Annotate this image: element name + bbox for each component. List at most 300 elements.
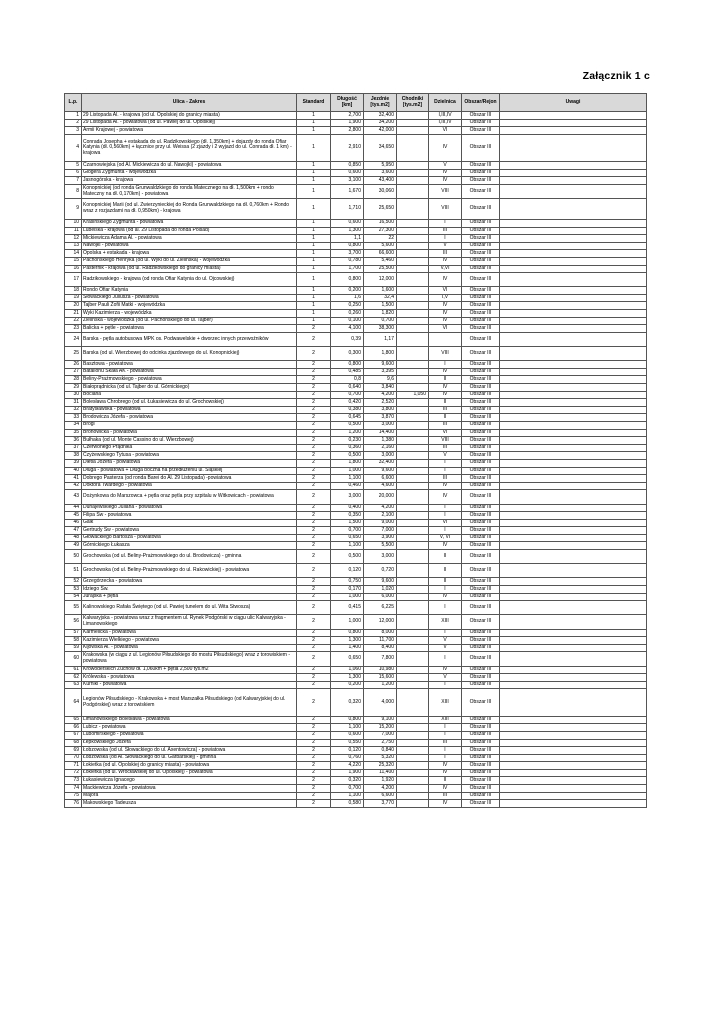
cell-area: Obszar III bbox=[462, 512, 500, 520]
cell-roadway: 6,600 bbox=[364, 792, 397, 800]
cell-lp: 62 bbox=[65, 674, 82, 682]
cell-standard: 1 bbox=[297, 273, 331, 287]
cell-sidewalk bbox=[397, 475, 429, 483]
cell-roadway: 10,980 bbox=[364, 666, 397, 674]
cell-length: 0,360 bbox=[331, 444, 364, 452]
cell-area: Obszar III bbox=[462, 475, 500, 483]
cell-notes bbox=[500, 273, 647, 287]
cell-area: Obszar III bbox=[462, 519, 500, 527]
cell-roadway: 0,720 bbox=[364, 564, 397, 578]
cell-area: Obszar III bbox=[462, 482, 500, 490]
cell-street: Legionów Piłsudskiego - Krakowska + most Marszałka Piłsudskiego (od Kalwaryjskiej do ul. Podgórskiej) wraz z torowiskiem bbox=[82, 689, 297, 716]
cell-standard: 2 bbox=[297, 414, 331, 422]
cell-notes bbox=[500, 512, 647, 520]
cell-street: Majora bbox=[82, 792, 297, 800]
table-row bbox=[65, 265, 647, 273]
cell-standard: 2 bbox=[297, 731, 331, 739]
cell-roadway: 22 bbox=[364, 235, 397, 243]
table-row bbox=[65, 792, 647, 800]
cell-sidewalk bbox=[397, 578, 429, 586]
table-row bbox=[65, 317, 647, 325]
cell-street: Zielińska - wojewódzka (od ul. Pachońskiego do ul. Tajber) bbox=[82, 317, 297, 325]
cell-lp: 33 bbox=[65, 414, 82, 422]
cell-standard: 2 bbox=[297, 644, 331, 652]
table-row bbox=[65, 199, 647, 220]
cell-standard: 2 bbox=[297, 325, 331, 333]
cell-lp: 58 bbox=[65, 637, 82, 645]
cell-district: IV bbox=[429, 490, 462, 504]
cell-standard: 2 bbox=[297, 578, 331, 586]
cell-roadway: 2,160 bbox=[364, 444, 397, 452]
cell-notes bbox=[500, 534, 647, 542]
cell-lp: 2 bbox=[65, 119, 82, 127]
table-row bbox=[65, 586, 647, 594]
cell-street: Gertrudy Św - powiatowa bbox=[82, 527, 297, 535]
cell-sidewalk bbox=[397, 399, 429, 407]
cell-roadway: 15,200 bbox=[364, 724, 397, 732]
cell-area: Obszar III bbox=[462, 792, 500, 800]
cell-notes bbox=[500, 429, 647, 437]
cell-standard: 1 bbox=[297, 134, 331, 161]
cell-street: Brodowicza Józefa - powiatowa bbox=[82, 414, 297, 422]
cell-roadway: 1,020 bbox=[364, 586, 397, 594]
cell-area: Obszar III bbox=[462, 550, 500, 564]
header-area: Obszar/Rejon bbox=[462, 94, 500, 112]
cell-lp: 4 bbox=[65, 134, 82, 161]
cell-area: Obszar III bbox=[462, 674, 500, 682]
cell-district: I bbox=[429, 747, 462, 755]
cell-notes bbox=[500, 666, 647, 674]
cell-length: 0,420 bbox=[331, 399, 364, 407]
table-row bbox=[65, 527, 647, 535]
cell-district: VI bbox=[429, 325, 462, 333]
cell-district: IV bbox=[429, 302, 462, 310]
cell-length: 1,000 bbox=[331, 467, 364, 475]
cell-notes bbox=[500, 644, 647, 652]
cell-area: Obszar III bbox=[462, 689, 500, 716]
table-row bbox=[65, 747, 647, 755]
table-row bbox=[65, 184, 647, 198]
cell-area: Obszar III bbox=[462, 578, 500, 586]
header-roadway: Jezdnie [tys.m2] bbox=[364, 94, 397, 112]
cell-street: Tajber Pauli Zofii Matki - wojewódzka bbox=[82, 302, 297, 310]
cell-standard: 1 bbox=[297, 127, 331, 135]
cell-area: Obszar III bbox=[462, 785, 500, 793]
header-notes: Uwagi bbox=[500, 94, 647, 112]
cell-standard: 2 bbox=[297, 601, 331, 615]
cell-standard: 2 bbox=[297, 762, 331, 770]
cell-roadway: 9,600 bbox=[364, 361, 397, 369]
cell-roadway: 1,17 bbox=[364, 332, 397, 346]
cell-sidewalk bbox=[397, 257, 429, 265]
cell-standard: 2 bbox=[297, 504, 331, 512]
cell-standard: 1 bbox=[297, 162, 331, 170]
table-row bbox=[65, 504, 647, 512]
cell-roadway: 12,000 bbox=[364, 273, 397, 287]
table-row bbox=[65, 785, 647, 793]
cell-area: Obszar III bbox=[462, 527, 500, 535]
cell-lp: 25 bbox=[65, 347, 82, 361]
cell-notes bbox=[500, 119, 647, 127]
cell-area: Obszar III bbox=[462, 265, 500, 273]
table-row bbox=[65, 550, 647, 564]
cell-standard: 2 bbox=[297, 593, 331, 601]
cell-notes bbox=[500, 629, 647, 637]
cell-area: Obszar III bbox=[462, 542, 500, 550]
cell-length: 0,760 bbox=[331, 754, 364, 762]
cell-length: 0,800 bbox=[331, 361, 364, 369]
cell-length: 4,100 bbox=[331, 325, 364, 333]
cell-roadway: 34,650 bbox=[364, 134, 397, 161]
cell-notes bbox=[500, 716, 647, 724]
cell-roadway: 38,300 bbox=[364, 325, 397, 333]
cell-length: 1,100 bbox=[331, 542, 364, 550]
cell-area: Obszar III bbox=[462, 310, 500, 318]
cell-notes bbox=[500, 294, 647, 302]
cell-sidewalk bbox=[397, 593, 429, 601]
cell-district: IV bbox=[429, 310, 462, 318]
cell-area: Obszar III bbox=[462, 250, 500, 258]
cell-district: I bbox=[429, 731, 462, 739]
cell-length: 0,400 bbox=[331, 504, 364, 512]
table-row bbox=[65, 644, 647, 652]
cell-notes bbox=[500, 777, 647, 785]
cell-standard: 2 bbox=[297, 452, 331, 460]
cell-district: XIII bbox=[429, 716, 462, 724]
cell-standard: 2 bbox=[297, 490, 331, 504]
cell-lp: 61 bbox=[65, 666, 82, 674]
cell-roadway: 42,000 bbox=[364, 127, 397, 135]
cell-roadway: 5,460 bbox=[364, 257, 397, 265]
cell-notes bbox=[500, 459, 647, 467]
cell-roadway: 4,200 bbox=[364, 785, 397, 793]
cell-roadway: 1,920 bbox=[364, 777, 397, 785]
cell-length: 1,000 bbox=[331, 615, 364, 629]
cell-district: II bbox=[429, 564, 462, 578]
cell-roadway: 9,100 bbox=[364, 716, 397, 724]
cell-lp: 57 bbox=[65, 629, 82, 637]
cell-sidewalk bbox=[397, 177, 429, 185]
cell-lp: 20 bbox=[65, 302, 82, 310]
cell-notes bbox=[500, 399, 647, 407]
cell-standard: 2 bbox=[297, 421, 331, 429]
cell-district: IV bbox=[429, 317, 462, 325]
cell-street: Barska (od ul. Wierzbowej do odcinka zjazdowego do ul. Konopnickiej) bbox=[82, 347, 297, 361]
cell-sidewalk bbox=[397, 294, 429, 302]
cell-lp: 28 bbox=[65, 376, 82, 384]
cell-length: 1,200 bbox=[331, 429, 364, 437]
cell-notes bbox=[500, 134, 647, 161]
cell-district: III bbox=[429, 421, 462, 429]
cell-area: Obszar III bbox=[462, 184, 500, 198]
cell-standard: 2 bbox=[297, 550, 331, 564]
cell-district: IV bbox=[429, 762, 462, 770]
cell-standard: 2 bbox=[297, 332, 331, 346]
cell-roadway: 3,800 bbox=[364, 406, 397, 414]
cell-area: Obszar III bbox=[462, 769, 500, 777]
cell-district: IV bbox=[429, 384, 462, 392]
cell-sidewalk bbox=[397, 550, 429, 564]
cell-notes bbox=[500, 199, 647, 220]
cell-sidewalk bbox=[397, 586, 429, 594]
cell-length: 0,120 bbox=[331, 747, 364, 755]
cell-area: Obszar III bbox=[462, 652, 500, 666]
table-row bbox=[65, 429, 647, 437]
cell-lp: 8 bbox=[65, 184, 82, 198]
table-row bbox=[65, 437, 647, 445]
cell-sidewalk bbox=[397, 652, 429, 666]
cell-area: Obszar III bbox=[462, 317, 500, 325]
cell-standard: 1 bbox=[297, 302, 331, 310]
cell-sidewalk bbox=[397, 459, 429, 467]
cell-sidewalk bbox=[397, 169, 429, 177]
cell-roadway: 7,000 bbox=[364, 731, 397, 739]
header-lp: L.p. bbox=[65, 94, 82, 112]
cell-sidewalk bbox=[397, 302, 429, 310]
cell-street: Doktora Twardego - powiatowa bbox=[82, 482, 297, 490]
cell-lp: 6 bbox=[65, 169, 82, 177]
cell-standard: 2 bbox=[297, 637, 331, 645]
cell-notes bbox=[500, 368, 647, 376]
cell-roadway: 14,400 bbox=[364, 429, 397, 437]
cell-sidewalk bbox=[397, 310, 429, 318]
cell-roadway: 1,380 bbox=[364, 437, 397, 445]
cell-area: Obszar III bbox=[462, 739, 500, 747]
cell-roadway: 32,4 bbox=[364, 294, 397, 302]
cell-sidewalk bbox=[397, 317, 429, 325]
table-row bbox=[65, 601, 647, 615]
cell-standard: 2 bbox=[297, 724, 331, 732]
cell-notes bbox=[500, 347, 647, 361]
cell-standard: 1 bbox=[297, 317, 331, 325]
cell-lp: 74 bbox=[65, 785, 82, 793]
cell-standard: 2 bbox=[297, 615, 331, 629]
cell-street: Łobzowska (od ul. Słowackiego do ul. Axentowicza) - powiatowa bbox=[82, 747, 297, 755]
cell-standard: 2 bbox=[297, 459, 331, 467]
cell-notes bbox=[500, 310, 647, 318]
cell-area: Obszar III bbox=[462, 127, 500, 135]
table-row bbox=[65, 112, 647, 120]
cell-standard: 1 bbox=[297, 235, 331, 243]
cell-area: Obszar III bbox=[462, 162, 500, 170]
cell-district: IV bbox=[429, 134, 462, 161]
cell-street: Bociana bbox=[82, 391, 297, 399]
cell-length: 0,485 bbox=[331, 368, 364, 376]
cell-sidewalk bbox=[397, 134, 429, 161]
cell-notes bbox=[500, 250, 647, 258]
table-row bbox=[65, 406, 647, 414]
cell-sidewalk bbox=[397, 482, 429, 490]
cell-length: 0,39 bbox=[331, 332, 364, 346]
cell-roadway: 0,840 bbox=[364, 747, 397, 755]
cell-standard: 2 bbox=[297, 399, 331, 407]
cell-area: Obszar III bbox=[462, 368, 500, 376]
cell-lp: 3 bbox=[65, 127, 82, 135]
cell-length: 1,300 bbox=[331, 227, 364, 235]
cell-standard: 2 bbox=[297, 368, 331, 376]
table-row bbox=[65, 564, 647, 578]
cell-district: I bbox=[429, 504, 462, 512]
cell-length: 2,700 bbox=[331, 112, 364, 120]
cell-district: I bbox=[429, 754, 462, 762]
cell-length: 0,170 bbox=[331, 586, 364, 594]
cell-lp: 10 bbox=[65, 219, 82, 227]
cell-notes bbox=[500, 792, 647, 800]
table-row bbox=[65, 325, 647, 333]
cell-district: III bbox=[429, 475, 462, 483]
cell-area: Obszar III bbox=[462, 437, 500, 445]
cell-district: VIII bbox=[429, 347, 462, 361]
cell-length: 0,780 bbox=[331, 257, 364, 265]
cell-street: Czyżewskiego Tytusa - powiatowa bbox=[82, 452, 297, 460]
cell-street: Basztowa - powiatowa bbox=[82, 361, 297, 369]
cell-street: Mackiewicza Józefa - powiatowa bbox=[82, 785, 297, 793]
cell-sidewalk bbox=[397, 429, 429, 437]
cell-sidewalk bbox=[397, 347, 429, 361]
cell-notes bbox=[500, 504, 647, 512]
cell-district: XIII bbox=[429, 615, 462, 629]
cell-notes bbox=[500, 681, 647, 689]
cell-roadway: 3,000 bbox=[364, 550, 397, 564]
cell-roadway: 8,000 bbox=[364, 629, 397, 637]
cell-length: 0,600 bbox=[331, 219, 364, 227]
cell-street: Nawojki - powiatowa bbox=[82, 242, 297, 250]
cell-notes bbox=[500, 452, 647, 460]
table-row bbox=[65, 681, 647, 689]
cell-standard: 2 bbox=[297, 384, 331, 392]
cell-district: I bbox=[429, 219, 462, 227]
table-row bbox=[65, 593, 647, 601]
cell-roadway: 3,600 bbox=[364, 169, 397, 177]
cell-length: 1,500 bbox=[331, 519, 364, 527]
cell-street: Brogi bbox=[82, 421, 297, 429]
cell-sidewalk bbox=[397, 376, 429, 384]
cell-street: Bratysławska - powiatowa bbox=[82, 406, 297, 414]
cell-roadway: 9,600 bbox=[364, 578, 397, 586]
table-row bbox=[65, 384, 647, 392]
cell-sidewalk bbox=[397, 437, 429, 445]
cell-street: Makowskiego Tadeusza bbox=[82, 800, 297, 808]
cell-notes bbox=[500, 490, 647, 504]
cell-standard: 1 bbox=[297, 199, 331, 220]
cell-notes bbox=[500, 162, 647, 170]
cell-lp: 24 bbox=[65, 332, 82, 346]
cell-sidewalk bbox=[397, 184, 429, 198]
cell-sidewalk bbox=[397, 681, 429, 689]
cell-roadway: 8,400 bbox=[364, 644, 397, 652]
cell-sidewalk bbox=[397, 265, 429, 273]
cell-district bbox=[429, 332, 462, 346]
cell-district: I,V bbox=[429, 294, 462, 302]
cell-notes bbox=[500, 414, 647, 422]
cell-lp: 35 bbox=[65, 429, 82, 437]
cell-notes bbox=[500, 169, 647, 177]
attachment-label: Załącznik 1 c bbox=[582, 70, 650, 82]
cell-length: 0,500 bbox=[331, 452, 364, 460]
cell-area: Obszar III bbox=[462, 724, 500, 732]
cell-area: Obszar III bbox=[462, 294, 500, 302]
cell-length: 0,800 bbox=[331, 242, 364, 250]
table-row bbox=[65, 666, 647, 674]
cell-street: Łobzowska (od Al. Słowackiego do ul. Garbarskiej) - gminna bbox=[82, 754, 297, 762]
cell-street: Rondo Ofiar Katynia bbox=[82, 287, 297, 295]
cell-area: Obszar III bbox=[462, 406, 500, 414]
cell-district: V bbox=[429, 452, 462, 460]
cell-lp: 60 bbox=[65, 652, 82, 666]
cell-lp: 40 bbox=[65, 467, 82, 475]
cell-area: Obszar III bbox=[462, 347, 500, 361]
cell-area: Obszar III bbox=[462, 302, 500, 310]
cell-roadway: 2,520 bbox=[364, 399, 397, 407]
cell-roadway: 4,200 bbox=[364, 504, 397, 512]
cell-length: 1,100 bbox=[331, 724, 364, 732]
cell-district: IV bbox=[429, 169, 462, 177]
cell-roadway: 15,600 bbox=[364, 674, 397, 682]
cell-district: I bbox=[429, 512, 462, 520]
cell-notes bbox=[500, 637, 647, 645]
cell-standard: 1 bbox=[297, 227, 331, 235]
table-row bbox=[65, 652, 647, 666]
cell-area: Obszar III bbox=[462, 800, 500, 808]
cell-notes bbox=[500, 519, 647, 527]
cell-area: Obszar III bbox=[462, 199, 500, 220]
cell-street: Grochowska (od ul. Beliny-Prażmowskiego do ul. Brodowicza) - gminna bbox=[82, 550, 297, 564]
cell-lp: 71 bbox=[65, 762, 82, 770]
cell-street: Długa - powiatowa + Długa boczna na przedłużeniu ul. Śląskiej bbox=[82, 467, 297, 475]
cell-length: 0,350 bbox=[331, 512, 364, 520]
cell-district: I,III,IV bbox=[429, 119, 462, 127]
cell-length: 0,200 bbox=[331, 287, 364, 295]
cell-district: I bbox=[429, 459, 462, 467]
cell-length: 0,750 bbox=[331, 578, 364, 586]
cell-standard: 2 bbox=[297, 785, 331, 793]
cell-length: 1,100 bbox=[331, 792, 364, 800]
table-row bbox=[65, 332, 647, 346]
cell-sidewalk bbox=[397, 716, 429, 724]
cell-roadway: 1,820 bbox=[364, 310, 397, 318]
cell-sidewalk bbox=[397, 273, 429, 287]
cell-length: 0,650 bbox=[331, 652, 364, 666]
cell-standard: 1 bbox=[297, 257, 331, 265]
table-row bbox=[65, 534, 647, 542]
cell-length: 1,300 bbox=[331, 674, 364, 682]
cell-lp: 48 bbox=[65, 534, 82, 542]
cell-area: Obszar III bbox=[462, 242, 500, 250]
cell-area: Obszar III bbox=[462, 467, 500, 475]
cell-roadway: 3,770 bbox=[364, 800, 397, 808]
table-row bbox=[65, 689, 647, 716]
table-row bbox=[65, 716, 647, 724]
cell-sidewalk bbox=[397, 444, 429, 452]
cell-notes bbox=[500, 325, 647, 333]
cell-lp: 51 bbox=[65, 564, 82, 578]
cell-length: 0,650 bbox=[331, 534, 364, 542]
cell-street: Lubelska - krajowa (od al. 29 Listopada do ronda Polsad) bbox=[82, 227, 297, 235]
header-street: Ulica - Zakres bbox=[82, 94, 297, 112]
cell-sidewalk: 1,050 bbox=[397, 391, 429, 399]
table-row bbox=[65, 169, 647, 177]
cell-standard: 2 bbox=[297, 519, 331, 527]
cell-standard: 2 bbox=[297, 747, 331, 755]
cell-length: 3,100 bbox=[331, 177, 364, 185]
cell-length: 1,900 bbox=[331, 119, 364, 127]
cell-sidewalk bbox=[397, 527, 429, 535]
cell-area: Obszar III bbox=[462, 777, 500, 785]
cell-standard: 2 bbox=[297, 666, 331, 674]
cell-area: Obszar III bbox=[462, 287, 500, 295]
cell-sidewalk bbox=[397, 674, 429, 682]
cell-lp: 13 bbox=[65, 242, 82, 250]
